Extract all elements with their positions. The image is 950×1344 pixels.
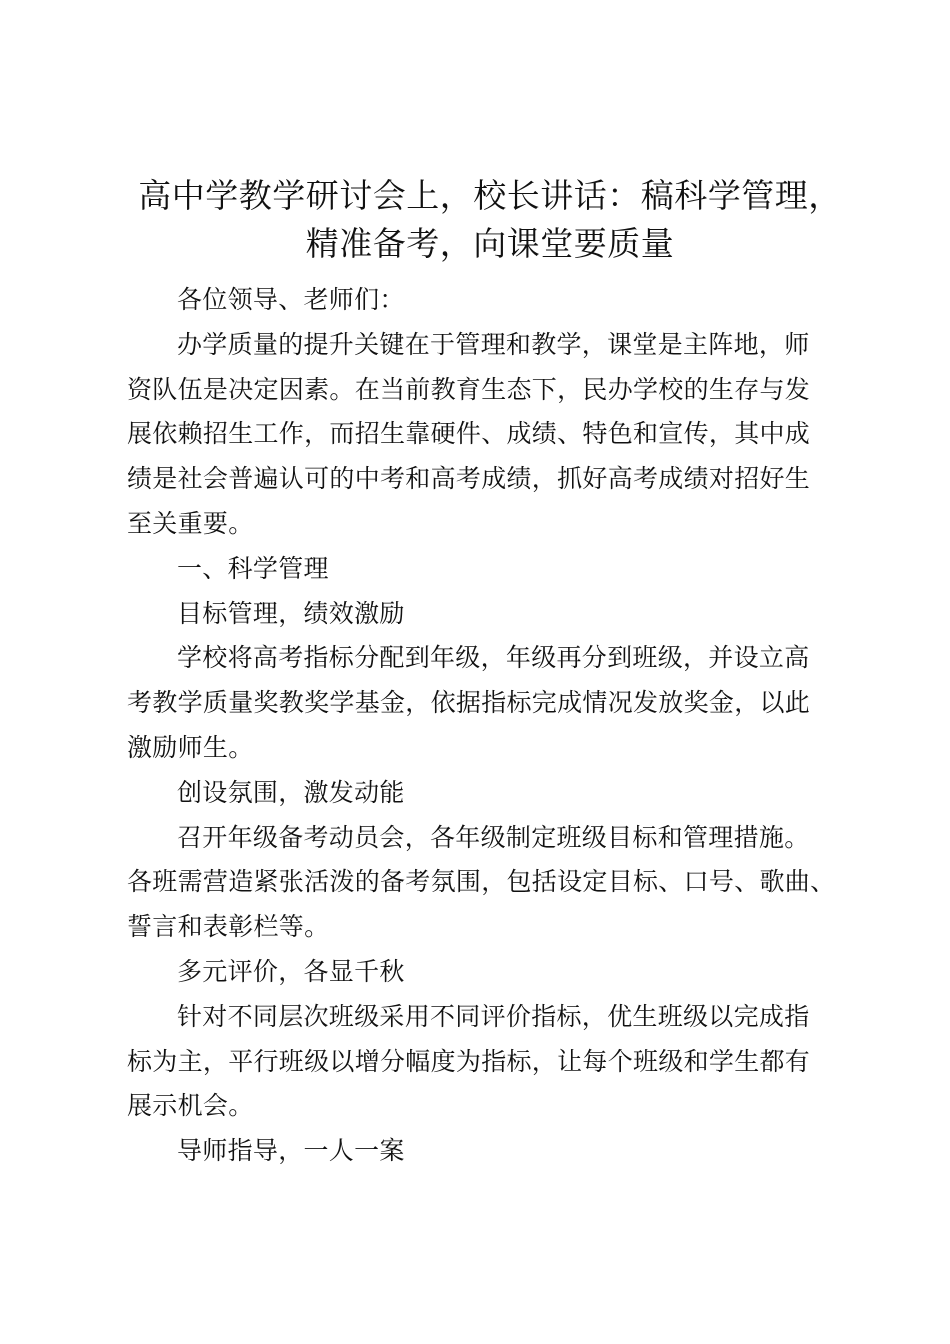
text-line: 标为主，平行班级以增分幅度为指标，让每个班级和学生都有 bbox=[127, 1046, 811, 1076]
paragraph bbox=[127, 636, 847, 770]
text-line: 各班需营造紧张活泼的备考氛围，包括设定目标、口号、歌曲、 bbox=[127, 867, 836, 897]
paragraph bbox=[127, 995, 847, 1129]
text-line: 至关重要。 bbox=[127, 508, 254, 538]
text-line: 展依赖招生工作，而招生靠硬件、成绩、特色和宣传，其中成 bbox=[127, 419, 811, 449]
text-line: 多元评价，各显千秋 bbox=[177, 956, 405, 986]
paragraph bbox=[127, 816, 847, 950]
text-line: 考教学质量奖教奖学基金，依据指标完成情况发放奖金，以此 bbox=[127, 688, 811, 718]
text-line: 召开年级备考动员会，各年级制定班级目标和管理措施。 bbox=[177, 822, 810, 852]
text-line: 激励师生。 bbox=[127, 732, 254, 762]
text-line: 导师指导，一人一案 bbox=[177, 1136, 405, 1166]
subheading bbox=[127, 592, 847, 637]
text-line: 目标管理，绩效激励 bbox=[177, 598, 405, 628]
paragraph-intro bbox=[127, 323, 847, 547]
text-line: 誓言和表彰栏等。 bbox=[127, 912, 330, 942]
title-line-2: 精准备考，向课堂要质量 bbox=[305, 224, 675, 263]
subheading bbox=[127, 771, 847, 816]
subheading bbox=[127, 950, 847, 995]
text-line: 展示机会。 bbox=[127, 1091, 254, 1121]
title-line-1: 高中学教学研讨会上，校长讲话：稿科学管理， bbox=[138, 176, 842, 215]
section-heading bbox=[127, 547, 847, 592]
subheading bbox=[127, 1129, 847, 1174]
text-line: 一、科学管理 bbox=[177, 553, 329, 583]
document-body bbox=[127, 278, 847, 1174]
salutation bbox=[127, 278, 847, 323]
text-line: 创设氛围，激发动能 bbox=[177, 777, 405, 807]
document-title bbox=[110, 172, 870, 268]
text-line: 绩是社会普遍认可的中考和高考成绩，抓好高考成绩对招好生 bbox=[127, 464, 811, 494]
text-line: 学校将高考指标分配到年级，年级再分到班级，并设立高 bbox=[177, 643, 810, 673]
text-line: 资队伍是决定因素。在当前教育生态下，民办学校的生存与发 bbox=[127, 374, 811, 404]
text-line: 办学质量的提升关键在于管理和教学，课堂是主阵地，师 bbox=[177, 329, 810, 359]
text-line: 各位领导、老师们： bbox=[177, 285, 405, 314]
text-line: 针对不同层次班级采用不同评价指标，优生班级以完成指 bbox=[177, 1001, 810, 1031]
